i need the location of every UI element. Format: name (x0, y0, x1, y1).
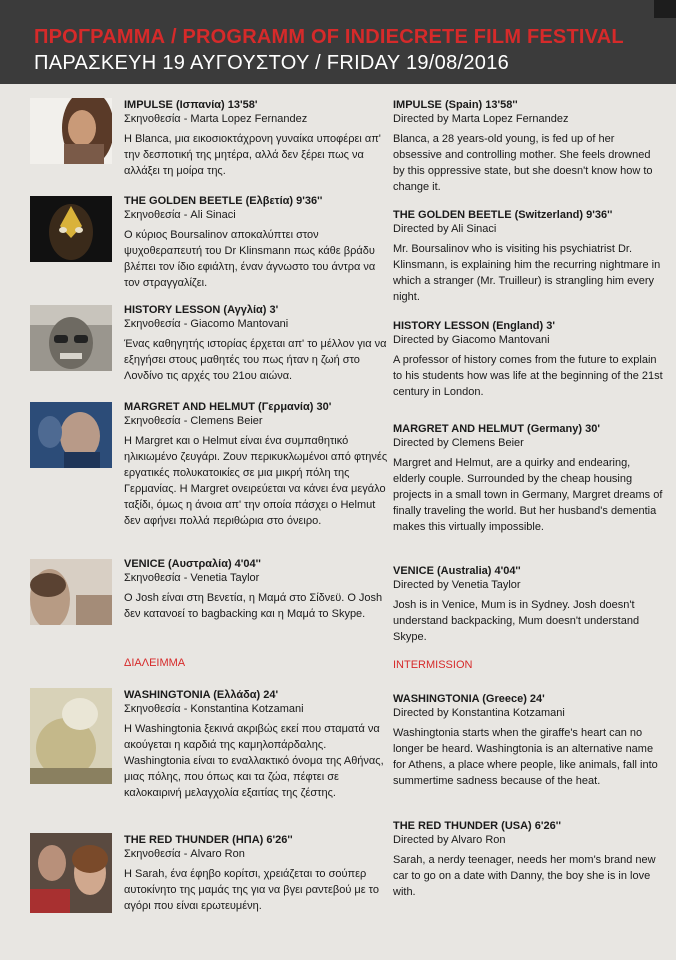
film-director: Σκηνοθεσία - Giacomo Mantovani (124, 318, 289, 330)
film-title: MARGRET AND HELMUT (Γερμανία) 30' (124, 401, 332, 413)
film-synopsis: Ο Josh είναι στη Βενετία, η Μαμά στο Σίδνεϋ. Ο Josh δεν κατανοεί το bagbacking και η Μαμά το Skype. (124, 592, 383, 620)
film-title: VENICE (Australia) 4'04'' (393, 565, 521, 577)
film-entry-gr-margret-and-helmut (124, 400, 394, 529)
film-title: THE GOLDEN BEETLE (Switzerland) 9'36'' (393, 209, 613, 221)
film-director: Directed by Marta Lopez Fernandez (393, 113, 569, 125)
impulse-still (30, 98, 112, 164)
film-synopsis: Josh is in Venice, Mum is in Sydney. Josh doesn't understand backpacking, Mum doesn't understand Skype. (393, 599, 640, 643)
film-director: Σκηνοθεσία - Konstantina Kotzamani (124, 703, 304, 715)
film-title: IMPULSE (Ισπανία) 13'58' (124, 99, 258, 111)
film-title: VENICE (Αυστραλία) 4'04'' (124, 558, 261, 570)
film-entry-gr-history-lesson (124, 303, 394, 384)
film-entry-gr-golden-beetle (124, 194, 394, 291)
film-entry-en-red-thunder (393, 819, 663, 900)
film-director: Directed by Venetia Taylor (393, 579, 521, 591)
intermission-label-en: INTERMISSION (393, 659, 473, 671)
intermission-label-gr: ΔΙΑΛΕΙΜΜΑ (124, 657, 186, 669)
film-director: Directed by Clemens Beier (393, 437, 524, 449)
film-entry-gr-venice (124, 557, 394, 622)
program-date: ΠΑΡΑΣΚΕΥΗ 19 ΑΥΓΟΥΣΤΟΥ / FRIDAY 19/08/2016 (34, 52, 510, 74)
film-director: Directed by Konstantina Kotzamani (393, 707, 565, 719)
film-director: Σκηνοθεσία - Venetia Taylor (124, 572, 260, 584)
film-director: Σκηνοθεσία - Marta Lopez Fernandez (124, 113, 308, 125)
film-synopsis: Blanca, a 28 years-old young, is fed up of her obsessive and controlling mother. She feels drowned by this oppressive state, but she doesn't know how to change it. (393, 133, 653, 193)
film-entry-en-venice (393, 564, 663, 645)
film-synopsis: Washingtonia starts when the giraffe's heart can no longer be heard. Washingtonia is an alternative name for Athens, a place where people, like animals, fall into summertime sadness because of the heat. (393, 727, 658, 787)
film-entry-en-margret-and-helmut (393, 422, 663, 535)
film-director: Σκηνοθεσία - Alvaro Ron (124, 848, 245, 860)
corner-mark (654, 0, 676, 18)
film-title: WASHINGTONIA (Greece) 24' (393, 693, 545, 705)
film-title: HISTORY LESSON (Αγγλία) 3' (124, 304, 279, 316)
film-director: Σκηνοθεσία - Clemens Beier (124, 415, 263, 427)
film-director: Σκηνοθεσία - Ali Sinaci (124, 209, 236, 221)
festival-title: ΠΡΟΓΡΑΜΜΑ / PROGRAMM OF INDIECRETE FILM FESTIVAL (34, 26, 624, 48)
film-title: IMPULSE (Spain) 13'58'' (393, 99, 518, 111)
film-title: THE GOLDEN BEETLE (Ελβετία) 9'36'' (124, 195, 323, 207)
film-entry-gr-red-thunder (124, 833, 394, 914)
red-thunder-still (30, 833, 112, 913)
film-synopsis: Ένας καθηγητής ιστορίας έρχεται απ' το μέλλον για να εξηγήσει στους μαθητές του πως ήταν η ζωή στο Λονδίνο τις αρχές του 21ου αιώνα. (124, 338, 387, 382)
film-title: MARGRET AND HELMUT (Germany) 30' (393, 423, 600, 435)
film-synopsis: Ο κύριος Boursalinov αποκαλύπτει στον ψυχοθεραπευτή του Dr Klinsmann πως κάθε βράδυ βλέπει τον ίδιο εφιάλτη, έναν άγνωστο του άντρα να τον στραγγαλίζει. (124, 229, 376, 289)
washingtonia-still (30, 688, 112, 784)
film-synopsis: Η Washingtonia ξεκινά ακριβώς εκεί που σταματά να ακούγεται η καρδιά της καμηλοπάρδαλης. Washingtonia είναι το εναλλακτικό όνομα της Αθήνας, μιας πόλης, που όπως και τα ζώα, πέφτει σε καλοκαιρινή μελαγχολία εξαιτίας της ζέστης. (124, 723, 384, 799)
film-synopsis: Margret and Helmut, are a quirky and endearing, elderly couple. Surrounded by the cheap housing projects in a small town in Germany, Margret dreams of finally traveling the world. But her husband's dementia makes this virtually impossible. (393, 457, 663, 533)
golden-beetle-still (30, 196, 112, 262)
film-entry-gr-washingtonia (124, 688, 394, 801)
film-synopsis: A professor of history comes from the future to explain to his students how was life at the beginning of the 21st century in London. (393, 354, 663, 398)
film-synopsis: Sarah, a nerdy teenager, needs her mom's brand new car to go on a date with Danny, the boy she is in love with. (393, 854, 656, 898)
film-director: Directed by Giacomo Mantovani (393, 334, 550, 346)
film-entry-en-impulse (393, 98, 663, 195)
film-director: Directed by Ali Sinaci (393, 223, 497, 235)
film-title: THE RED THUNDER (ΗΠΑ) 6'26'' (124, 834, 293, 846)
header-bar (0, 0, 676, 84)
margret-and-helmut-still (30, 402, 112, 468)
film-title: HISTORY LESSON (England) 3' (393, 320, 555, 332)
film-title: WASHINGTONIA (Ελλάδα) 24' (124, 689, 279, 701)
film-entry-en-golden-beetle (393, 208, 663, 305)
film-entry-en-washingtonia (393, 692, 663, 789)
film-synopsis: Η Sarah, ένα έφηβο κορίτσι, χρειάζεται το σούπερ αυτοκίνητο της μαμάς της για να βγει ραντεβού με το αγόρι που είναι ερωτευμένη. (124, 868, 379, 912)
film-title: THE RED THUNDER (USA) 6'26'' (393, 820, 561, 832)
film-entry-en-history-lesson (393, 319, 663, 400)
film-director: Directed by Alvaro Ron (393, 834, 506, 846)
venice-still (30, 559, 112, 625)
history-lesson-still (30, 305, 112, 371)
film-synopsis: Η Blanca, μια εικοσιοκτάχρονη γυναίκα υποφέρει απ' την δεσποτική της μητέρα, αλλά δεν ξέρει πως να αλλάξει τη μοίρα της. (124, 133, 381, 177)
film-synopsis: Η Margret και ο Helmut είναι ένα συμπαθητικό ηλικιωμένο ζευγάρι. Ζουν περικυκλωμένοι από φτηνές εργατικές πολυκατοικίες σε μια μικρή πόλη της Γερμανίας. Η Margret ονειρεύεται να κάνει ένα μεγάλο ταξίδι, όμως η άνοια απ' την οποία πάσχει ο Helmut δεν αφήνει πολλά περιθώρια στο όνειρο. (124, 435, 388, 527)
film-entry-gr-impulse (124, 98, 394, 179)
film-synopsis: Mr. Boursalinov who is visiting his psychiatrist Dr. Klinsmann, is explaining him the recurring nightmare in which a stranger (Mr. Truilleur) is strangling him every night. (393, 243, 661, 303)
